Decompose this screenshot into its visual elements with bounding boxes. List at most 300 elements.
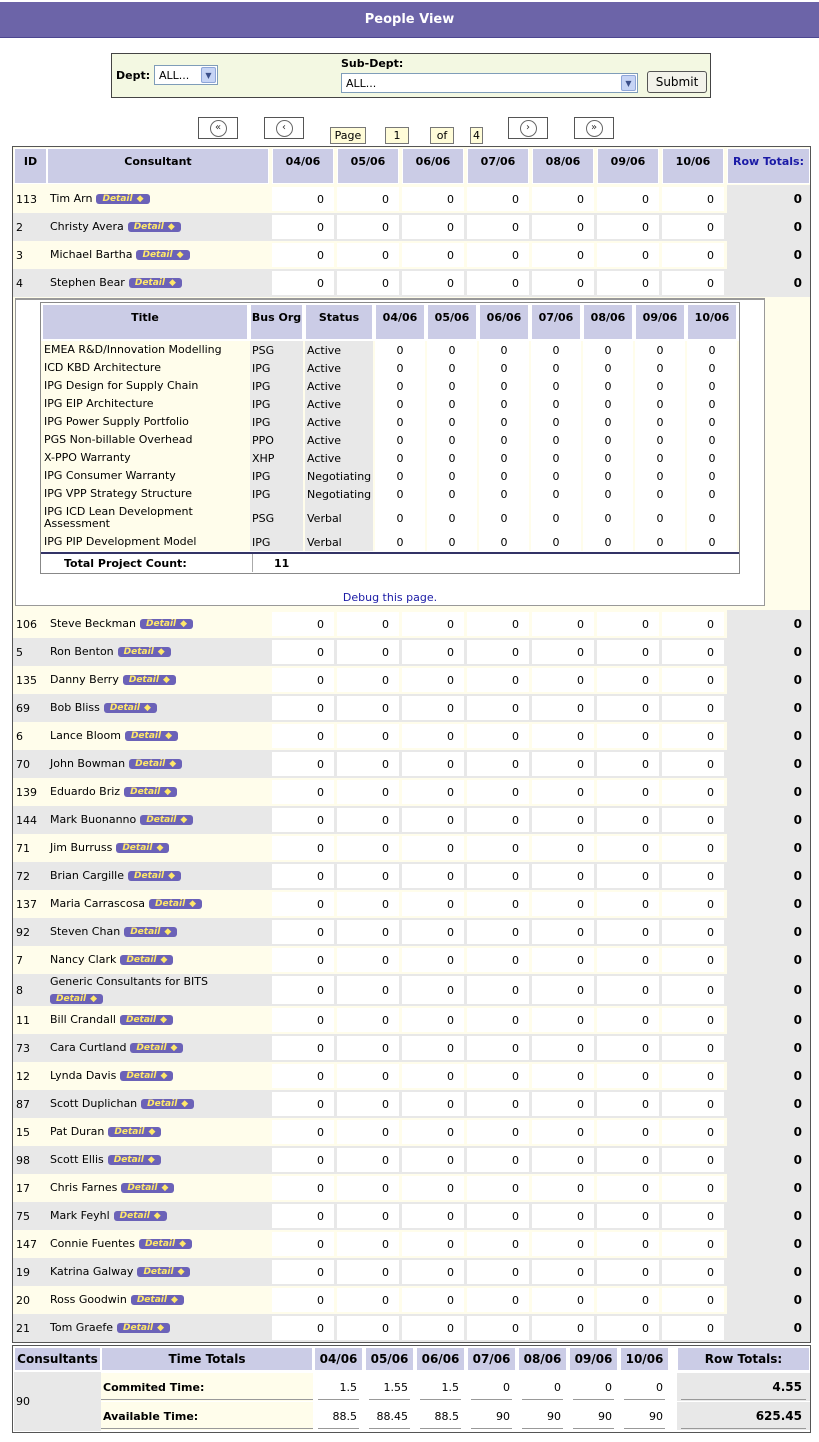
submit-button[interactable]: Submit [647,71,707,93]
project-header-month: 10/06 [687,304,737,340]
prev-page-button[interactable] [264,117,304,139]
subdept-select[interactable] [341,73,638,93]
detail-button-label: Detail [114,1127,145,1137]
month-value: 0 [402,187,464,211]
project-month-value: 0 [375,377,425,395]
consultant-id: 139 [16,785,37,799]
project-month-value: 0 [687,431,737,449]
month-value: 0 [337,1064,399,1088]
project-month-value: 0 [583,395,633,413]
month-value: 0 [597,892,659,916]
row-total: 0 [727,185,810,213]
month-value: 0 [662,1008,724,1032]
project-month-value: 0 [635,533,685,551]
project-status: Active [305,359,373,377]
consultant-id: 19 [16,1265,30,1279]
row-total: 0 [727,722,810,750]
consultant-name: Brian Cargille [50,869,125,882]
month-value: 0 [662,1120,724,1144]
consultant-name-cell [50,694,267,722]
row-total: 0 [727,694,810,722]
month-value: 0 [402,1092,464,1116]
row-total: 0 [727,1090,810,1118]
month-value: 0 [597,724,659,748]
month-value: 0 [272,640,334,664]
month-value: 0 [467,1316,529,1340]
totals-header-month: 04/06 [314,1347,363,1371]
detail-button-label: Detail [135,759,166,769]
project-month-value: 0 [479,395,529,413]
consultant-name-cell [50,890,267,918]
detail-button[interactable] [130,1043,183,1053]
month-value: 0 [467,640,529,664]
consultant-id: 92 [16,925,30,939]
month-value: 0 [597,976,659,1004]
project-month-value: 0 [635,341,685,359]
detail-button[interactable] [139,1239,192,1249]
month-value: 0 [597,668,659,692]
detail-button[interactable] [118,647,171,657]
committed-time-month-underline [369,1399,410,1400]
consultant-id: 11 [16,1013,30,1027]
consultant-id: 137 [16,897,37,911]
consultant-id: 2 [16,220,23,234]
month-value: 0 [337,1316,399,1340]
consultant-name-cell [50,722,267,750]
month-value: 0 [272,976,334,1004]
month-value: 0 [272,612,334,636]
debug-link[interactable]: Debug this page. [342,591,438,604]
consultant-id: 147 [16,1237,37,1251]
project-status: Verbal [305,503,373,533]
project-status: Active [305,395,373,413]
month-value: 0 [272,1204,334,1228]
month-value: 0 [337,1260,399,1284]
expand-arrow-icon: ◆ [189,899,197,909]
detail-button[interactable] [121,1183,174,1193]
available-time-month-underline [369,1428,410,1429]
month-value: 0 [402,1008,464,1032]
month-value: 0 [272,1008,334,1032]
consultant-name-cell [50,1202,267,1230]
expand-arrow-icon: ◆ [160,1071,168,1081]
month-value: 0 [662,976,724,1004]
month-value: 0 [337,1288,399,1312]
month-value: 0 [272,1176,334,1200]
detail-button-label: Detail [134,278,165,288]
current-page: 1 [385,127,409,144]
row-total: 0 [727,666,810,694]
month-value: 0 [532,724,594,748]
detail-button[interactable] [128,871,181,881]
project-month-value: 0 [375,395,425,413]
month-value: 0 [532,1064,594,1088]
consultant-id: 70 [16,757,30,771]
month-value: 0 [532,892,594,916]
consultant-name: Bill Crandall [50,1013,116,1026]
detail-button[interactable] [128,222,181,232]
month-value: 0 [532,976,594,1004]
project-month-value: 0 [479,467,529,485]
month-value: 0 [337,1148,399,1172]
month-value: 0 [597,808,659,832]
expand-arrow-icon: ◆ [147,1155,155,1165]
month-value: 0 [597,215,659,239]
detail-button-label: Detail [122,843,153,853]
row-total: 0 [727,834,810,862]
month-value: 0 [272,1092,334,1116]
detail-button[interactable] [136,250,189,260]
month-value: 0 [662,752,724,776]
project-title: IPG Consumer Warranty [44,469,176,482]
detail-button-label: Detail [155,899,186,909]
expand-arrow-icon: ◆ [170,1295,178,1305]
month-value: 0 [532,1176,594,1200]
consultant-name-cell [50,1090,267,1118]
available-time-month-value: 90 [496,1409,510,1423]
project-month-value: 0 [427,395,477,413]
project-month-value: 0 [479,503,529,533]
detail-button[interactable] [116,843,169,853]
month-value: 0 [662,696,724,720]
month-value: 0 [272,215,334,239]
month-value: 0 [662,1260,724,1284]
month-value: 0 [272,668,334,692]
consultant-name: Nancy Clark [50,953,117,966]
row-total: 0 [727,1062,810,1090]
project-month-value: 0 [687,533,737,551]
detail-button[interactable] [129,759,182,769]
consultant-name-cell [50,269,267,297]
available-time-underline [101,1428,313,1429]
month-value: 0 [532,1232,594,1256]
project-month-value: 0 [375,449,425,467]
project-month-value: 0 [531,431,581,449]
consultant-name-cell [50,1258,267,1286]
project-month-value: 0 [427,449,477,467]
project-month-value: 0 [635,467,685,485]
detail-button-label: Detail [130,731,162,741]
dropdown-arrow-icon: ▼ [201,67,216,83]
double-right-chevron-icon: » [586,120,603,137]
project-month-value: 0 [427,341,477,359]
project-bus-org: PPO [250,431,303,449]
row-total: 0 [727,1258,810,1286]
project-status: Active [305,377,373,395]
project-bus-org: IPG [250,467,303,485]
month-value: 0 [337,640,399,664]
detail-button[interactable] [117,1323,170,1333]
detail-button-label: Detail [130,787,161,797]
detail-button[interactable] [114,1211,167,1221]
dept-label: Dept: [116,69,151,82]
project-month-value: 0 [583,467,633,485]
month-value: 0 [597,271,659,295]
month-value: 0 [597,1148,659,1172]
page-label: Page [330,127,366,144]
next-page-button[interactable] [508,117,548,139]
project-total-value: 11 [274,556,290,570]
project-header-month: 04/06 [375,304,425,340]
expand-arrow-icon: ◆ [148,1127,156,1137]
project-month-value: 0 [583,533,633,551]
month-value: 0 [597,1260,659,1284]
month-value: 0 [662,1232,724,1256]
consultant-name: Ross Goodwin [50,1293,127,1306]
detail-button[interactable] [124,927,177,937]
month-value: 0 [467,948,529,972]
consultant-name-cell [50,1230,267,1258]
month-value: 0 [532,271,594,295]
expand-arrow-icon: ◆ [176,250,184,260]
month-value: 0 [597,612,659,636]
consultant-name: Steven Chan [50,925,121,938]
consultant-name-cell [50,946,267,974]
detail-button[interactable] [120,1071,173,1081]
month-value: 0 [272,1288,334,1312]
project-title: EMEA R&D/Innovation Modelling [44,343,222,356]
month-value: 0 [402,864,464,888]
month-value: 0 [662,920,724,944]
available-time-label: Available Time: [101,1402,313,1430]
month-value: 0 [402,1036,464,1060]
month-value: 0 [662,243,724,267]
detail-button[interactable] [124,787,177,797]
column-header-month: 07/06 [467,148,529,184]
row-total: 0 [727,610,810,638]
month-value: 0 [337,1036,399,1060]
first-page-button[interactable] [198,117,238,139]
project-bus-org: IPG [250,485,303,503]
project-bus-org: PSG [250,341,303,359]
consultant-name: John Bowman [50,757,126,770]
consultant-name: Ron Benton [50,645,114,658]
detail-button-label: Detail [143,1267,174,1277]
month-value: 0 [402,1260,464,1284]
month-value: 0 [402,696,464,720]
month-value: 0 [337,836,399,860]
detail-button-label: Detail [113,1155,144,1165]
month-value: 0 [272,836,334,860]
month-value: 0 [597,1176,659,1200]
month-value: 0 [597,696,659,720]
month-value: 0 [467,243,529,267]
month-value: 0 [467,976,529,1004]
month-value: 0 [467,808,529,832]
project-month-value: 0 [531,377,581,395]
project-month-value: 0 [531,413,581,431]
month-value: 0 [402,1316,464,1340]
month-value: 0 [467,187,529,211]
project-month-value: 0 [427,377,477,395]
consultant-name-cell [50,974,267,1006]
month-value: 0 [337,1092,399,1116]
project-month-value: 0 [635,431,685,449]
expand-arrow-icon: ◆ [144,703,151,713]
project-month-value: 0 [531,359,581,377]
detail-button[interactable] [104,703,157,713]
consultant-name-cell [50,666,267,694]
consultant-name: Lynda Davis [50,1069,117,1082]
month-value: 0 [337,668,399,692]
available-time-month-value: 88.5 [434,1409,459,1423]
month-value: 0 [532,836,594,860]
row-total: 0 [727,806,810,834]
detail-button[interactable] [149,899,202,909]
detail-button[interactable] [125,731,178,741]
month-value: 0 [337,780,399,804]
expand-arrow-icon: ◆ [162,675,170,685]
detail-button[interactable] [50,994,103,1004]
detail-button[interactable] [141,1099,194,1109]
project-header-month: 05/06 [427,304,477,340]
detail-button[interactable] [108,1155,161,1165]
detail-button[interactable] [137,1267,190,1277]
expand-arrow-icon: ◆ [160,955,168,965]
month-value: 0 [272,948,334,972]
month-value: 0 [337,1120,399,1144]
month-value: 0 [272,752,334,776]
available-time-month-value: 90 [598,1409,612,1423]
detail-button[interactable] [140,619,193,629]
consultant-count: 90 [14,1372,101,1431]
project-month-value: 0 [687,359,737,377]
committed-time-month-value: 0 [554,1380,561,1394]
detail-button[interactable] [108,1127,161,1137]
month-value: 0 [597,1204,659,1228]
month-value: 0 [272,808,334,832]
column-header-month: 06/06 [402,148,464,184]
consultant-id: 20 [16,1293,30,1307]
month-value: 0 [272,271,334,295]
month-value: 0 [337,892,399,916]
month-value: 0 [337,864,399,888]
consultant-name: Cara Curtland [50,1041,127,1054]
detail-button[interactable] [123,675,176,685]
expand-arrow-icon: ◆ [156,843,164,853]
month-value: 0 [532,948,594,972]
consultant-name: Chris Farnes [50,1181,118,1194]
totals-header-month: 05/06 [365,1347,414,1371]
project-month-value: 0 [427,533,477,551]
project-month-value: 0 [635,413,685,431]
project-month-value: 0 [687,395,737,413]
detail-button[interactable] [131,1295,184,1305]
consultant-name-cell [50,185,267,213]
project-month-value: 0 [427,359,477,377]
dept-select[interactable] [154,65,218,85]
project-month-value: 0 [687,503,737,533]
project-month-value: 0 [531,533,581,551]
consultant-name-cell [50,834,267,862]
detail-button-label: Detail [128,675,159,685]
month-value: 0 [272,724,334,748]
project-month-value: 0 [583,431,633,449]
detail-button[interactable] [120,955,173,965]
project-month-value: 0 [375,431,425,449]
left-chevron-icon: ‹ [276,120,293,137]
project-month-value: 0 [531,485,581,503]
project-header-month: 07/06 [531,304,581,340]
project-month-value: 0 [635,485,685,503]
project-month-value: 0 [479,431,529,449]
last-page-button[interactable] [574,117,614,139]
project-title: IPG Design for Supply Chain [44,379,199,392]
month-value: 0 [402,948,464,972]
month-value: 0 [467,1120,529,1144]
detail-button[interactable] [140,815,193,825]
totals-header-consultants: Consultants [14,1347,101,1371]
consultant-name-cell [50,1174,267,1202]
consultant-name-cell [50,778,267,806]
month-value: 0 [532,752,594,776]
month-value: 0 [532,1120,594,1144]
month-value: 0 [532,1316,594,1340]
consultant-id: 113 [16,192,37,206]
detail-button-label: Detail [134,871,165,881]
month-value: 0 [597,1232,659,1256]
detail-button[interactable] [96,194,149,204]
month-value: 0 [272,892,334,916]
project-title: PGS Non-billable Overhead [44,433,193,446]
month-value: 0 [402,243,464,267]
month-value: 0 [597,1064,659,1088]
month-value: 0 [532,243,594,267]
month-value: 0 [467,1288,529,1312]
row-total: 0 [727,1314,810,1342]
month-value: 0 [467,215,529,239]
consultant-name-cell [50,638,267,666]
project-month-value: 0 [583,377,633,395]
consultant-name: Mark Feyhl [50,1209,110,1222]
consultant-name: Maria Carrascosa [50,897,146,910]
consultant-name-cell [50,1118,267,1146]
month-value: 0 [597,640,659,664]
expand-arrow-icon: ◆ [179,1239,186,1249]
month-value: 0 [467,1036,529,1060]
month-value: 0 [597,864,659,888]
month-value: 0 [532,668,594,692]
month-value: 0 [532,215,594,239]
row-total: 0 [727,1006,810,1034]
project-status: Negotiating [305,485,373,503]
detail-button-label: Detail [56,994,87,1005]
detail-button[interactable] [129,278,182,288]
row-total: 0 [727,638,810,666]
project-header-bus-org: Bus Org [250,304,303,340]
project-month-value: 0 [583,413,633,431]
month-value: 0 [272,1148,334,1172]
column-header-month: 09/06 [597,148,659,184]
month-value: 0 [337,752,399,776]
consultant-name-cell [50,1062,267,1090]
month-value: 0 [467,668,529,692]
total-pages: 4 [470,127,483,144]
consultant-name-cell [50,1146,267,1174]
detail-button-label: Detail [123,647,154,657]
month-value: 0 [662,612,724,636]
consultant-name: Generic Consultants for BITS [50,974,208,988]
consultant-id: 12 [16,1069,30,1083]
project-month-value: 0 [479,533,529,551]
consultant-name-cell [50,241,267,269]
expand-arrow-icon: ◆ [177,1267,185,1277]
project-month-value: 0 [687,377,737,395]
month-value: 0 [532,612,594,636]
detail-button[interactable] [120,1015,173,1025]
month-value: 0 [662,724,724,748]
consultant-name: Scott Duplichan [50,1097,138,1110]
